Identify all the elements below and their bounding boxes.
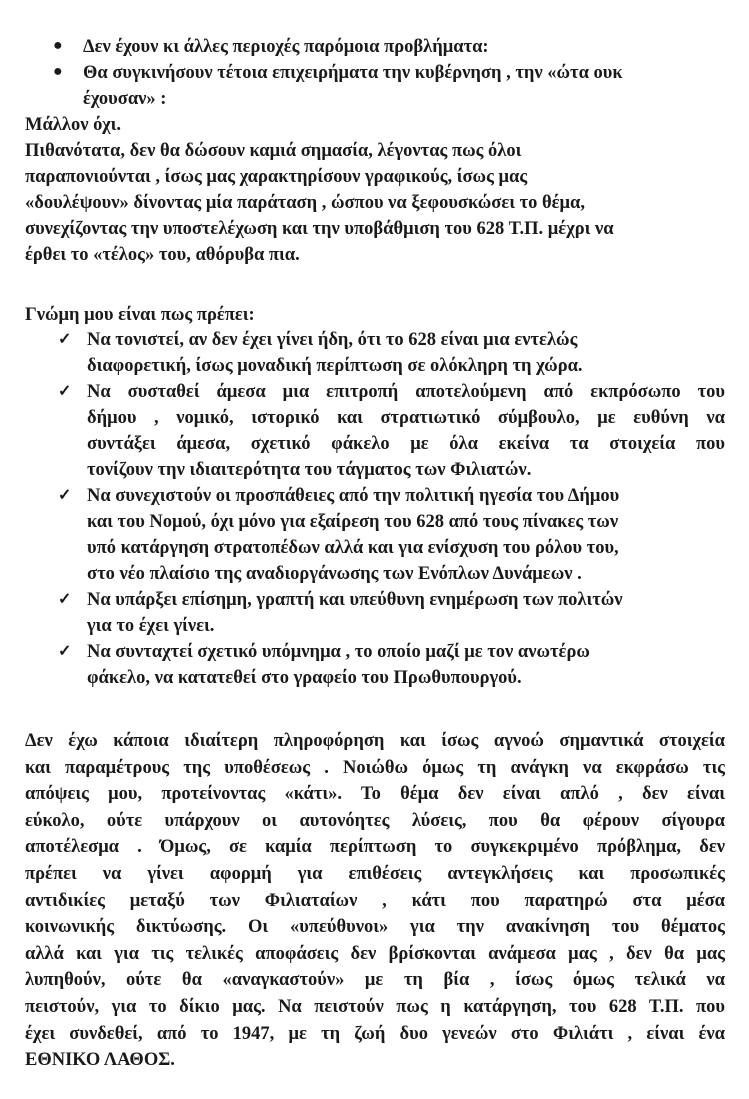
checklist-item-line: διαφορετική, ίσως μοναδική περίπτωση σε ολόκληρη τη χώρα. xyxy=(87,356,583,376)
checklist-item-line: δήμου , νομικό, ιστορικό και στρατιωτικό σύμβουλο, με ευθύνη να xyxy=(87,408,725,428)
checklist-item-line: για το έχει γίνει. xyxy=(87,616,215,636)
paragraph-line: έχει συνδεθεί, από το 1947, με τη ζωή δυο γενεών στο Φιλιάτι , είναι ένα xyxy=(25,1023,725,1044)
checkmark-icon: ✓ xyxy=(58,383,72,400)
checklist-item-line: τονίζουν την ιδιαιτερότητα του τάγματος των Φιλιατών. xyxy=(87,460,532,480)
checklist-item-line: Να συσταθεί άμεσα μια επιτροπή αποτελούμενη από εκπρόσωπο του xyxy=(87,382,725,402)
bullet-dot-icon: ● xyxy=(53,37,63,54)
checklist-item-line: στο νέο πλαίσιο της αναδιοργάνωσης των Ενόπλων Δυνάμεων . xyxy=(87,564,582,584)
checklist-item-line: συντάξει άμεσα, σχετικό φάκελο με όλα εκείνα τα στοιχεία που xyxy=(87,434,725,454)
paragraph-line: απόψεις μου, προτείνοντας «κάτι». Το θέμα δεν είναι απλό , δεν είναι xyxy=(25,784,725,805)
bullet-item-line: έχουσαν» : xyxy=(83,89,167,109)
paragraph-line: Πιθανότατα, δεν θα δώσουν καμιά σημασία, λέγοντας πως όλοι xyxy=(25,141,522,161)
paragraph-line: κοινωνικής δικτύωσης. Οι «υπεύθυνοι» για την ανακίνηση του θέματος xyxy=(25,917,725,938)
paragraph-line: αποτέλεσμα . Όμως, σε καμία περίπτωση το συγκεκριμένο πρόβλημα, δεν xyxy=(25,837,725,858)
section-heading: Γνώμη μου είναι πως πρέπει: xyxy=(25,305,255,325)
checklist-item-line: Να συνεχιστούν οι προσπάθειες από την πολιτική ηγεσία του Δήμου xyxy=(87,486,620,506)
paragraph-line: και παραμέτρους της υποθέσεως . Νοιώθω όμως τη ανάγκη να εκφράσω τις xyxy=(25,757,725,778)
checklist-item-line: φάκελο, να κατατεθεί στο γραφείο του Πρωθυπουργού. xyxy=(87,668,522,688)
checkmark-icon: ✓ xyxy=(58,331,72,348)
checklist-item-line: Να τονιστεί, αν δεν έχει γίνει ήδη, ότι το 628 είναι μια εντελώς xyxy=(87,330,578,350)
paragraph-line: παραπονιούνται , ίσως μας χαρακτηρίσουν γραφικούς, ίσως μας xyxy=(25,167,528,187)
bullet-item-line: Δεν έχουν κι άλλες περιοχές παρόμοια προβλήματα: xyxy=(83,37,489,57)
paragraph-line: «δουλέψουν» δίνοντας μία παράταση , ώσπου να ξεφουσκώσει το θέμα, xyxy=(25,193,585,213)
paragraph-line: Δεν έχω κάποια ιδιαίτερη πληροφόρηση και ίσως αγνοώ σημαντικά στοιχεία xyxy=(25,731,725,751)
checklist-item-line: και του Νομού, όχι μόνο για εξαίρεση του 628 από τους πίνακες των xyxy=(87,512,619,532)
checklist-item-line: Να συνταχτεί σχετικό υπόμνημα , το οποίο μαζί με τον ανωτέρω xyxy=(87,642,590,662)
checklist-item-line: υπό κατάργηση στρατοπέδων αλλά και για ενίσχυση του ρόλου του, xyxy=(87,538,619,558)
paragraph-line: αλλά και για τις τελικές αποφάσεις δεν βρίσκονται ανάμεσα μας , δεν θα μας xyxy=(25,943,725,964)
checkmark-icon: ✓ xyxy=(58,643,72,660)
checkmark-icon: ✓ xyxy=(58,487,72,504)
bullet-dot-icon: ● xyxy=(53,63,63,80)
checklist-item-line: Να υπάρξει επίσημη, γραπτή και υπεύθυνη ενημέρωση των πολιτών xyxy=(87,590,623,610)
paragraph-line: εύκολο, ούτε υπάρχουν οι αυτονόητες λύσεις, που θα φέρουν σίγουρα xyxy=(25,810,725,831)
paragraph-line: ΕΘΝΙΚΟ ΛΑΘΟΣ. xyxy=(25,1050,175,1071)
section-heading: Μάλλον όχι. xyxy=(25,115,122,135)
paragraph-line: πρέπει να γίνει αφορμή για επιθέσεις αντεγκλήσεις και προσωπικές xyxy=(25,864,725,884)
paragraph-line: λυπηθούν, ούτε θα «αναγκαστούν» με τη βία , ίσως όμως τελικά να xyxy=(25,970,725,991)
bullet-item-line: Θα συγκινήσουν τέτοια επιχειρήματα την κυβέρνηση , την «ώτα ουκ xyxy=(83,63,623,83)
paragraph-line: πειστούν, για το δίκιο μας. Να πειστούν πως η κατάργηση, του 628 Τ.Π. που xyxy=(25,997,725,1017)
paragraph-line: συνεχίζοντας την υποστελέχωση και την υποβάθμιση του 628 Τ.Π. μέχρι να xyxy=(25,219,614,239)
paragraph-line: αντιδικίες μεταξύ των Φιλιαταίων , κάτι που παρατηρώ στα μέσα xyxy=(25,890,725,911)
checkmark-icon: ✓ xyxy=(58,591,72,608)
paragraph-line: έρθει το «τέλος» του, αθόρυβα πια. xyxy=(25,245,300,265)
